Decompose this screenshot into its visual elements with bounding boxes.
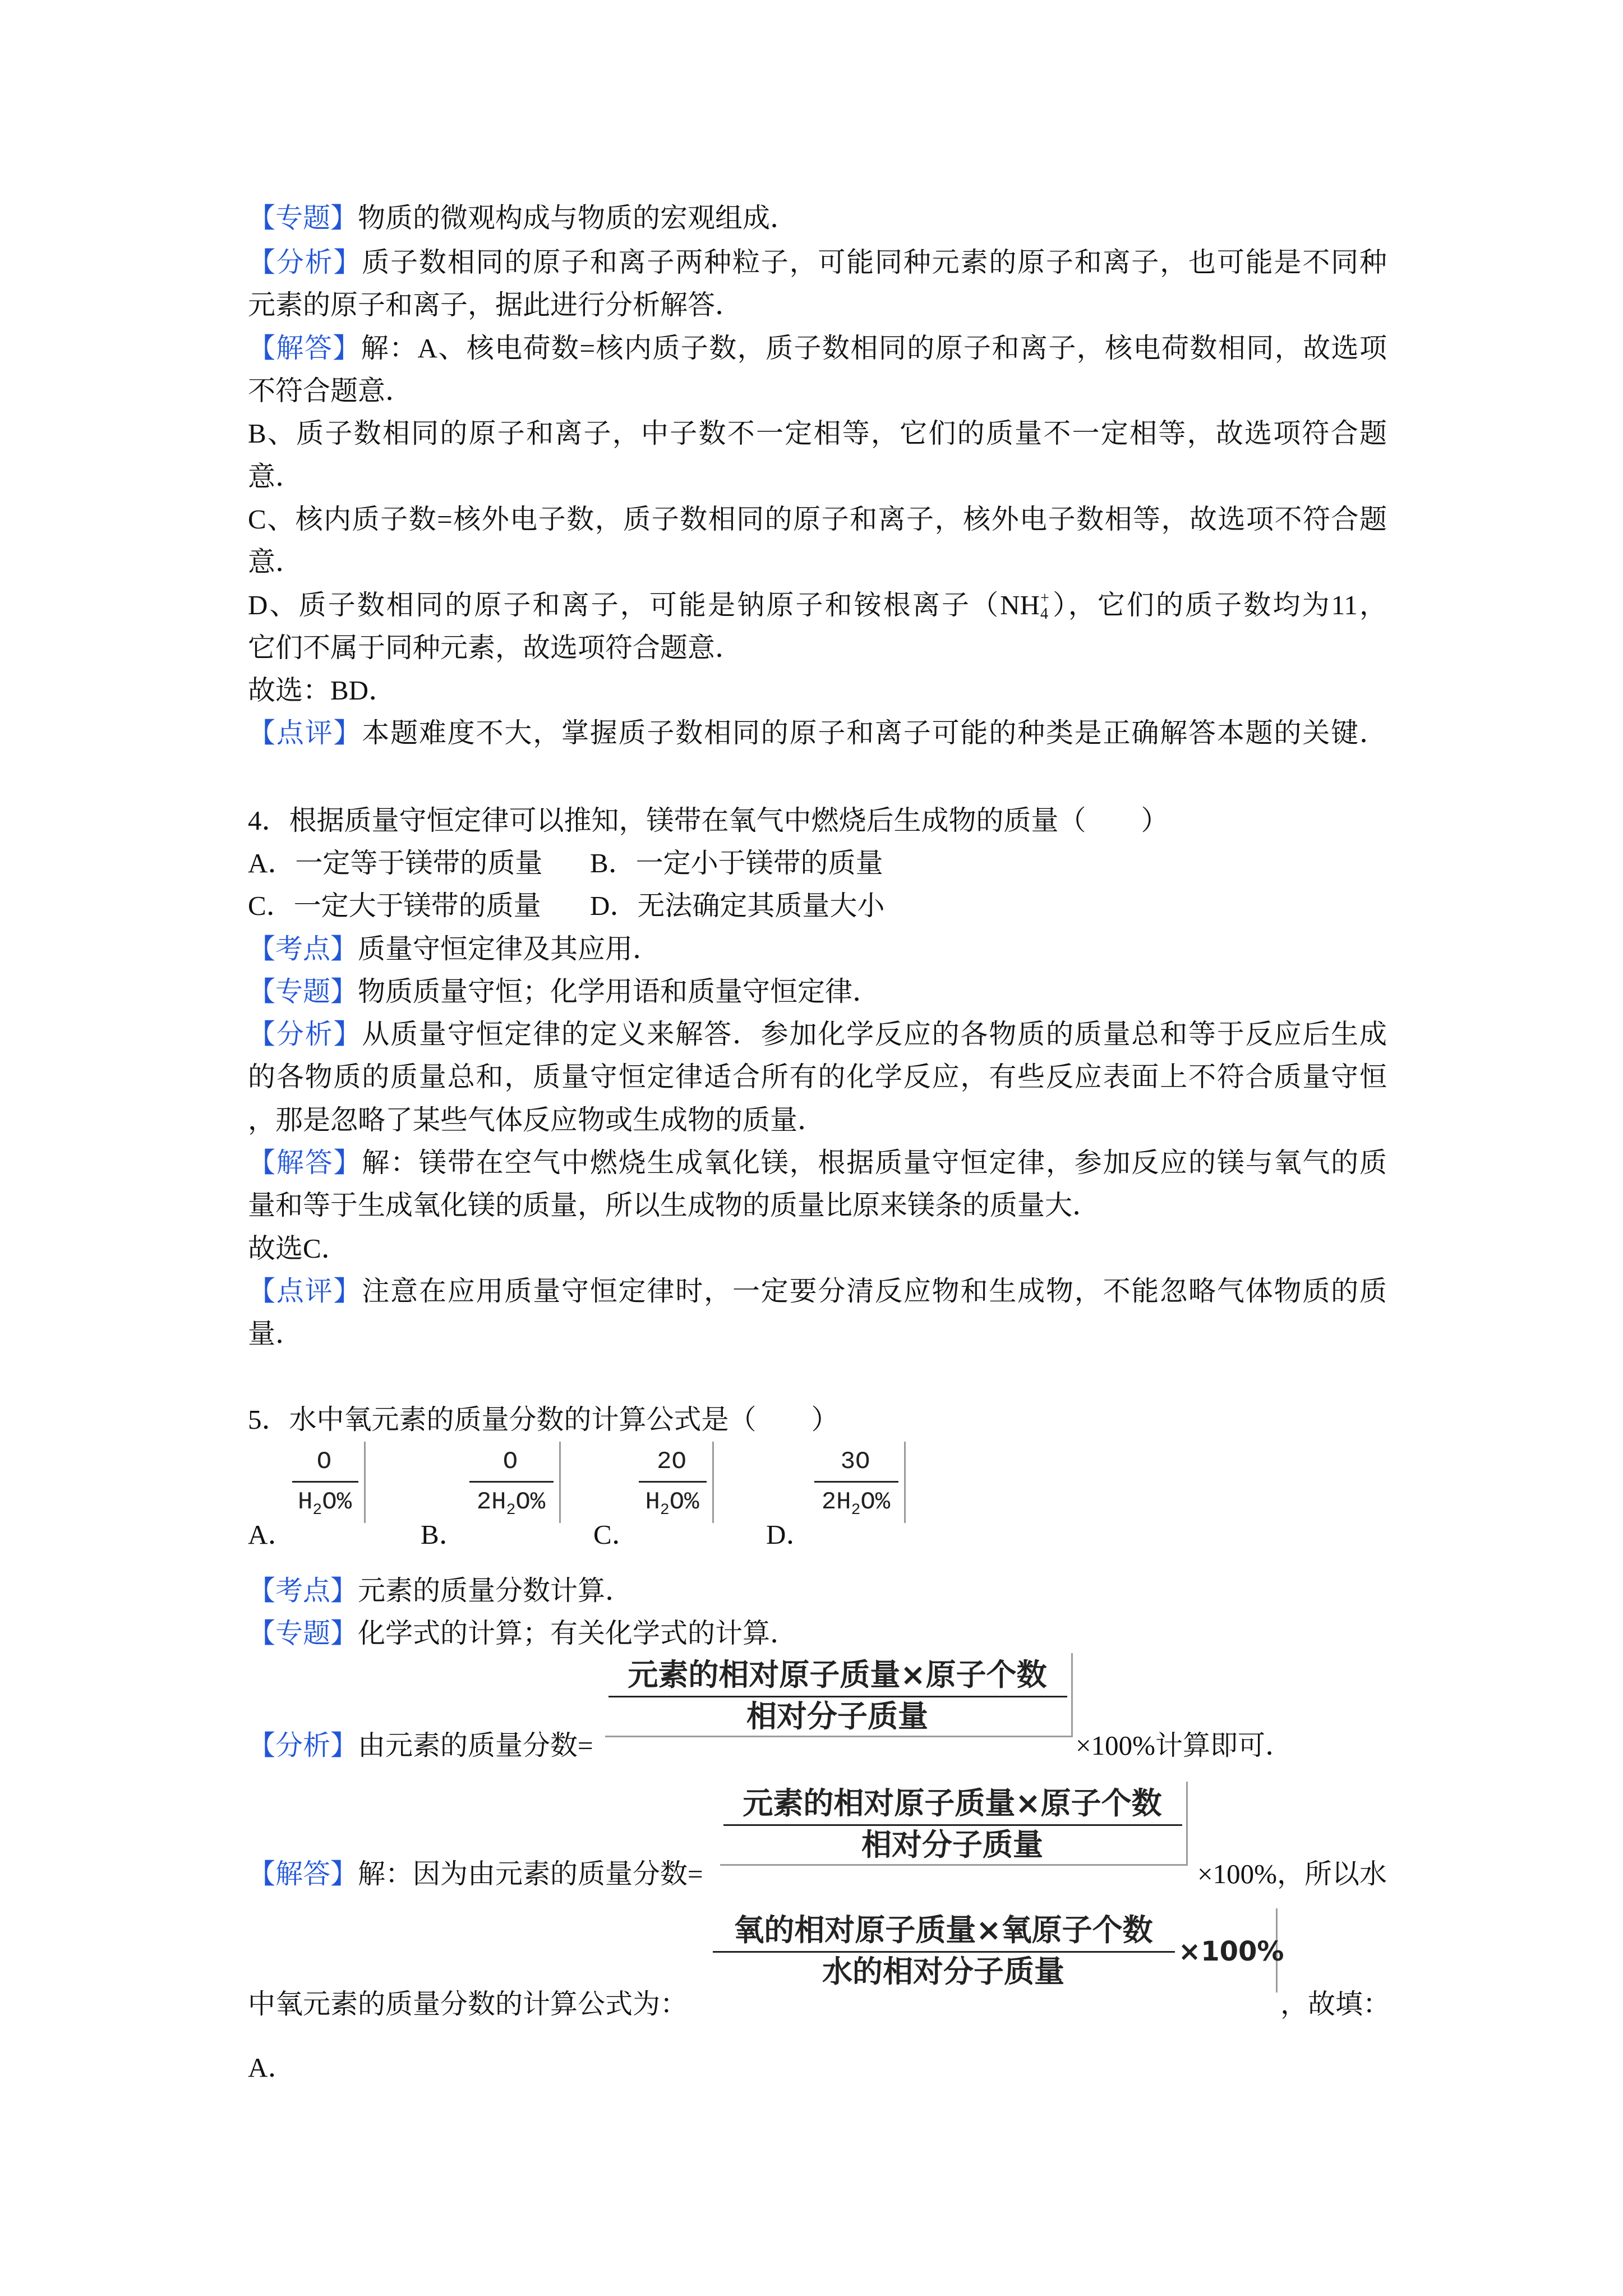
q4-comment-line-2: 量． xyxy=(248,1318,303,1349)
formula-numerator: 元素的相对原子质量×原子个数 xyxy=(743,1786,1162,1821)
section-tag: 【点评】 xyxy=(248,1276,362,1306)
q4-option-c: C．一定大于镁带的质量 xyxy=(248,890,541,921)
q3-answer-line-2: 不符合题意． xyxy=(248,375,413,406)
formula-numerator: 氧的相对原子质量×氧原子个数 xyxy=(734,1912,1153,1948)
formula-bar xyxy=(723,1824,1182,1826)
q5-analysis-text: 由元素的质量分数= xyxy=(358,1730,593,1761)
q4-point-line xyxy=(248,928,1387,970)
fraction-bar xyxy=(469,1481,554,1483)
q5-option-b-fraction xyxy=(465,1442,561,1523)
q4-comment-line-1 xyxy=(248,1270,1387,1313)
q4-analysis-line-1 xyxy=(248,1013,1387,1056)
fraction-denominator xyxy=(465,1487,557,1518)
d-line-text: D、质子数相同的原子和离子，可能是钠原子和铵根离子（NH xyxy=(248,590,1040,620)
q4-analysis-line-2: 的各物质的质量总和，质量守恒定律适合所有的化学反应，有些反应表面上不符合质量守恒 xyxy=(248,1061,1387,1092)
fraction-numerator: O xyxy=(316,1448,332,1476)
d-line-text-end: ），它们的质子数均为11， xyxy=(1051,590,1387,620)
section-tag: 【分析】 xyxy=(248,1019,362,1050)
formula-denominator: 相对分子质量 xyxy=(861,1827,1043,1862)
den-subscript: 2 xyxy=(506,1502,516,1519)
den-part: O% xyxy=(669,1488,699,1516)
section-tag: 【专题】 xyxy=(248,1618,358,1649)
section-tag: 【专题】 xyxy=(248,203,358,233)
fraction-denominator xyxy=(810,1487,902,1518)
subscript-count: 4 xyxy=(1040,605,1048,623)
q5-point-line xyxy=(248,1570,1387,1612)
den-part: O% xyxy=(322,1488,352,1516)
mass-fraction-formula xyxy=(605,1653,1073,1737)
section-tag: 【点评】 xyxy=(248,717,362,748)
fraction-denominator xyxy=(634,1487,710,1518)
q4-answer-text: 解：镁带在空气中燃烧生成氧化镁，根据质量守恒定律，参加反应的镁与氧气的质 xyxy=(362,1147,1387,1178)
q4-analysis-line-3: ，那是忽略了某些气体反应物或生成物的质量． xyxy=(248,1105,826,1135)
q4-answer-line-2: 量和等于生成氧化镁的质量，所以生成物的质量比原来镁条的质量大． xyxy=(248,1190,1100,1221)
q5-answer-text: 解：因为由元素的质量分数= xyxy=(358,1858,703,1889)
q4-answer-choice: 故选C． xyxy=(248,1233,349,1264)
q5-analysis-tail: ×100%计算即可． xyxy=(1076,1730,1293,1761)
formula-bar xyxy=(608,1696,1067,1697)
q3-analysis-line-2: 元素的原子和离子，据此进行分析解答． xyxy=(248,289,743,320)
q4-comment-text: 注意在应用质量守恒定律时，一定要分清反应物和生成物，不能忽略气体物质的质 xyxy=(362,1276,1387,1306)
den-part: 2H xyxy=(476,1488,506,1516)
q3-answer-line-5: C、核内质子数=核外电子数，质子数相同的原子和离子，核外电子数相等，故选项不符合题 xyxy=(248,504,1387,535)
fraction-numerator: O xyxy=(502,1448,518,1476)
q5-final-answer: A． xyxy=(248,2052,296,2083)
q3-topic-line xyxy=(248,197,1387,240)
q4-option-a: A．一定等于镁带的质量 xyxy=(248,848,543,878)
q3-answer-choice: 故选：BD． xyxy=(248,675,396,706)
den-subscript: 2 xyxy=(660,1502,670,1519)
q4-option-b: B．一定小于镁带的质量 xyxy=(590,848,883,878)
q5-answer-lead xyxy=(248,1853,703,1895)
section-tag: 【考点】 xyxy=(248,933,358,964)
q3-answer-line-8: 它们不属于同种元素，故选项符合题意． xyxy=(248,632,743,663)
q5-analysis-lead xyxy=(248,1724,593,1767)
oxygen-fraction-formula xyxy=(708,1908,1284,1993)
q5-option-a-label: A． xyxy=(248,1519,296,1550)
q5-topic-line xyxy=(248,1612,1387,1655)
fraction-denominator xyxy=(288,1487,362,1518)
q4-topic-text: 物质质量守恒；化学用语和质量守恒定律． xyxy=(358,976,880,1007)
q5-topic-text: 化学式的计算；有关化学式的计算． xyxy=(358,1618,798,1649)
q3-answer-line-1 xyxy=(248,327,1387,370)
q5-option-c-fraction xyxy=(634,1442,714,1523)
q4-topic-line xyxy=(248,970,1387,1013)
den-part: H xyxy=(297,1488,313,1516)
section-tag: 【解答】 xyxy=(248,333,361,364)
section-tag: 【考点】 xyxy=(248,1575,358,1606)
q3-answer-line-6: 意． xyxy=(248,546,303,577)
den-part: H xyxy=(645,1488,660,1516)
q5-option-a-fraction xyxy=(288,1442,366,1523)
fraction-bar xyxy=(292,1481,358,1483)
q3-analysis-line-1 xyxy=(248,241,1387,284)
q5-answer-tail: ×100%，所以水 xyxy=(1197,1858,1387,1889)
section-tag: 【分析】 xyxy=(248,247,362,278)
q5-answer-line2-lead: 中氧元素的质量分数的计算公式为： xyxy=(248,1989,688,2019)
formula-denominator: 相对分子质量 xyxy=(746,1699,928,1734)
q3-answer-line-d xyxy=(248,584,1387,627)
q5-option-d-fraction xyxy=(810,1442,906,1523)
q3-answer-line-3: B、质子数相同的原子和离子，中子数不一定相等，它们的质量不一定相等，故选项符合题 xyxy=(248,418,1387,449)
fraction-bar xyxy=(639,1481,707,1483)
q5-option-c-label: C． xyxy=(593,1519,639,1550)
formula-numerator: 元素的相对原子质量×原子个数 xyxy=(628,1657,1047,1692)
q4-analysis-text: 从质量守恒定律的定义来解答．参加化学反应的各物质的质量总和等于反应后生成 xyxy=(362,1019,1387,1050)
q5-answer-line2-tail: ，故填： xyxy=(1280,1989,1391,2019)
q5-option-b-label: B． xyxy=(421,1519,467,1550)
q5-stem: 5．水中氧元素的质量分数的计算公式是（ ） xyxy=(248,1404,839,1435)
q4-stem: 4．根据质量守恒定律可以推知，镁带在氧气中燃烧后生成物的质量（ ） xyxy=(248,805,1169,836)
q3-answer-line-4: 意． xyxy=(248,461,303,492)
den-part: O% xyxy=(860,1488,891,1516)
fraction-bar xyxy=(814,1481,898,1483)
section-tag: 【解答】 xyxy=(248,1147,362,1178)
q3-comment-text: 本题难度不大，掌握质子数相同的原子和离子可能的种类是正确解答本题的关键． xyxy=(362,717,1387,748)
q4-point-text: 质量守恒定律及其应用． xyxy=(358,933,661,964)
fraction-numerator: 2O xyxy=(657,1448,686,1476)
q3-comment-line xyxy=(248,712,1387,754)
q3-analysis-text: 质子数相同的原子和离子两种粒子，可能同种元素的原子和离子，也可能是不同种 xyxy=(362,247,1387,278)
formula-bar xyxy=(713,1951,1175,1953)
q3-topic-text: 物质的微观构成与物质的宏观组成． xyxy=(358,203,798,233)
den-part: O% xyxy=(515,1488,546,1516)
den-subscript: 2 xyxy=(851,1502,861,1519)
q4-option-d: D．无法确定其质量大小 xyxy=(590,890,885,921)
ammonium-charge xyxy=(1040,584,1051,627)
den-part: 2H xyxy=(821,1488,851,1516)
q3-answer-text: 解：A、核电荷数=核内质子数，质子数相同的原子和离子，核电荷数相同，故选项 xyxy=(361,333,1387,364)
q4-answer-line-1 xyxy=(248,1142,1387,1184)
section-tag: 【解答】 xyxy=(248,1858,358,1889)
den-subscript: 2 xyxy=(312,1502,322,1519)
superscript-charge: + xyxy=(1040,590,1049,607)
formula-denominator: 水的相对分子质量 xyxy=(822,1954,1064,1989)
mass-fraction-formula xyxy=(720,1782,1188,1866)
q5-option-d-label: D． xyxy=(766,1519,814,1550)
section-tag: 【分析】 xyxy=(248,1730,358,1761)
section-tag: 【专题】 xyxy=(248,976,358,1007)
fraction-numerator: 3O xyxy=(840,1448,870,1476)
formula-suffix: ×100% xyxy=(1178,1936,1284,1967)
q5-point-text: 元素的质量分数计算． xyxy=(358,1575,633,1606)
